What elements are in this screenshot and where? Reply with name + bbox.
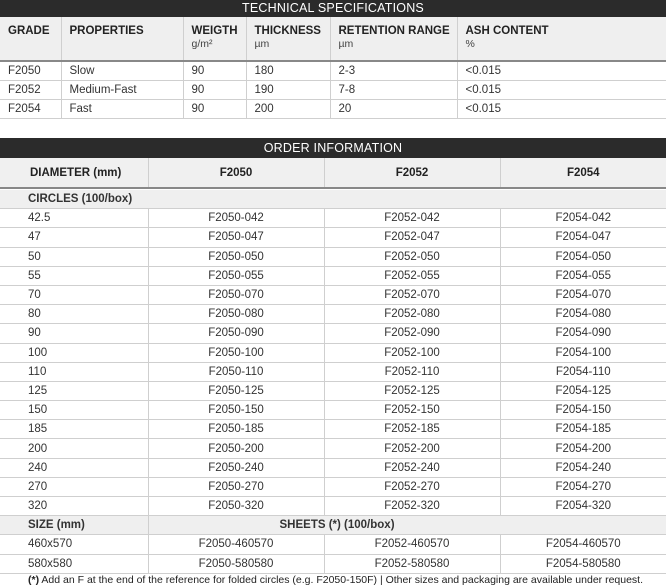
- order-size-cell: 185: [0, 420, 148, 439]
- spec-cell: <0.015: [457, 81, 666, 100]
- order-reference-cell: F2050-270: [148, 477, 324, 496]
- order-row: [0, 477, 666, 496]
- order-row: [0, 458, 666, 477]
- spec-header-ash: ASH CONTENT %: [457, 17, 666, 61]
- spec-cell: F2054: [0, 100, 61, 119]
- order-row: [0, 497, 666, 516]
- order-reference-cell: F2054-080: [500, 305, 666, 324]
- spec-cell: 90: [183, 61, 246, 81]
- tech-spec-title-bar: [0, 0, 666, 17]
- order-row: [0, 209, 666, 228]
- order-reference-cell: F2050-185: [148, 420, 324, 439]
- order-reference-cell: F2052-090: [324, 324, 500, 343]
- order-reference-cell: F2050-070: [148, 285, 324, 304]
- spec-header-grade: GRADE: [0, 17, 61, 61]
- order-reference-cell: F2052-110: [324, 362, 500, 381]
- spec-header-thickness: THICKNESS µm: [246, 17, 330, 61]
- order-reference-cell: F2054-050: [500, 247, 666, 266]
- order-size-cell: 110: [0, 362, 148, 381]
- order-reference-cell: F2054-055: [500, 266, 666, 285]
- spec-cell: 90: [183, 81, 246, 100]
- order-reference-cell: F2050-320: [148, 497, 324, 516]
- order-size-cell: 240: [0, 458, 148, 477]
- order-size-cell: 55: [0, 266, 148, 285]
- order-info-title-bar: [0, 138, 666, 158]
- order-header-row: [0, 158, 666, 188]
- order-row: [0, 362, 666, 381]
- order-row: [0, 305, 666, 324]
- order-header-table: [0, 158, 666, 189]
- order-table: [0, 190, 666, 574]
- order-reference-cell: F2052-125: [324, 381, 500, 400]
- order-header-f2054: F2054: [500, 158, 666, 188]
- order-reference-cell: F2052-185: [324, 420, 500, 439]
- footnote-marker: (*): [28, 574, 40, 586]
- order-size-cell: 50: [0, 247, 148, 266]
- order-size-cell: 70: [0, 285, 148, 304]
- spec-header-retention: RETENTION RANGE µm: [330, 17, 457, 61]
- order-reference-cell: F2052-460570: [324, 535, 500, 554]
- order-row: [0, 554, 666, 573]
- order-reference-cell: F2052-050: [324, 247, 500, 266]
- order-reference-cell: F2054-150: [500, 401, 666, 420]
- order-header-f2052: F2052: [324, 158, 500, 188]
- order-reference-cell: F2054-185: [500, 420, 666, 439]
- order-row: [0, 535, 666, 554]
- order-reference-cell: F2050-042: [148, 209, 324, 228]
- order-reference-cell: F2050-240: [148, 458, 324, 477]
- spec-cell: Slow: [61, 61, 183, 81]
- order-reference-cell: F2054-110: [500, 362, 666, 381]
- sheets-section-row: [0, 516, 666, 535]
- order-reference-cell: F2052-240: [324, 458, 500, 477]
- spec-cell: <0.015: [457, 61, 666, 81]
- order-row: [0, 343, 666, 362]
- order-size-cell: 150: [0, 401, 148, 420]
- tech-spec-title: TECHNICAL SPECIFICATIONS: [242, 1, 424, 15]
- order-row: [0, 381, 666, 400]
- order-size-cell: 200: [0, 439, 148, 458]
- order-reference-cell: F2054-047: [500, 228, 666, 247]
- order-info-title: ORDER INFORMATION: [263, 141, 403, 155]
- order-reference-cell: F2054-200: [500, 439, 666, 458]
- order-reference-cell: F2050-080: [148, 305, 324, 324]
- order-reference-cell: F2054-090: [500, 324, 666, 343]
- order-size-cell: 580x580: [0, 554, 148, 573]
- order-size-cell: 42.5: [0, 209, 148, 228]
- order-reference-cell: F2050-460570: [148, 535, 324, 554]
- spec-cell: 20: [330, 100, 457, 119]
- order-reference-cell: F2050-150: [148, 401, 324, 420]
- spec-cell: 190: [246, 81, 330, 100]
- order-reference-cell: F2054-042: [500, 209, 666, 228]
- order-size-cell: 47: [0, 228, 148, 247]
- tech-spec-table: [0, 17, 666, 119]
- order-reference-cell: F2052-100: [324, 343, 500, 362]
- order-reference-cell: F2054-240: [500, 458, 666, 477]
- spec-cell: 200: [246, 100, 330, 119]
- circles-section-row-label: CIRCLES (100/box): [0, 190, 666, 209]
- order-reference-cell: F2050-090: [148, 324, 324, 343]
- order-reference-cell: F2052-042: [324, 209, 500, 228]
- order-reference-cell: F2054-070: [500, 285, 666, 304]
- order-reference-cell: F2050-580580: [148, 554, 324, 573]
- spec-cell: Fast: [61, 100, 183, 119]
- order-reference-cell: F2052-150: [324, 401, 500, 420]
- order-row: [0, 266, 666, 285]
- spec-header-row: [0, 17, 666, 61]
- order-size-cell: 270: [0, 477, 148, 496]
- order-reference-cell: F2054-270: [500, 477, 666, 496]
- order-reference-cell: F2050-110: [148, 362, 324, 381]
- order-row: [0, 401, 666, 420]
- order-row: [0, 420, 666, 439]
- order-size-cell: 125: [0, 381, 148, 400]
- order-reference-cell: F2052-047: [324, 228, 500, 247]
- footnote-text: Add an F at the end of the reference for folded circles (e.g. F2050-150F) | Other sizes and packaging are available under request.: [39, 574, 644, 586]
- order-reference-cell: F2054-125: [500, 381, 666, 400]
- order-reference-cell: F2052-080: [324, 305, 500, 324]
- order-size-cell: 100: [0, 343, 148, 362]
- footnote: [28, 574, 643, 586]
- spec-row: [0, 61, 666, 81]
- order-size-cell: 80: [0, 305, 148, 324]
- spec-cell: 180: [246, 61, 330, 81]
- order-reference-cell: F2052-320: [324, 497, 500, 516]
- spec-cell: F2052: [0, 81, 61, 100]
- spec-row: [0, 81, 666, 100]
- spec-cell: 90: [183, 100, 246, 119]
- spec-cell: 2-3: [330, 61, 457, 81]
- spec-cell: F2050: [0, 61, 61, 81]
- order-reference-cell: F2052-070: [324, 285, 500, 304]
- order-reference-cell: F2054-320: [500, 497, 666, 516]
- order-reference-cell: F2054-460570: [500, 535, 666, 554]
- order-reference-cell: F2050-047: [148, 228, 324, 247]
- order-reference-cell: F2052-055: [324, 266, 500, 285]
- circles-section-row: [0, 190, 666, 209]
- order-reference-cell: F2052-200: [324, 439, 500, 458]
- order-reference-cell: F2050-050: [148, 247, 324, 266]
- spec-cell: <0.015: [457, 100, 666, 119]
- order-header-f2050: F2050: [148, 158, 324, 188]
- order-row: [0, 247, 666, 266]
- order-size-cell: 90: [0, 324, 148, 343]
- sheets-section-row-label: SHEETS (*) (100/box): [148, 516, 666, 535]
- order-reference-cell: F2054-580580: [500, 554, 666, 573]
- sheets-section-row-left-label: SIZE (mm): [0, 516, 148, 535]
- spec-row: [0, 100, 666, 119]
- order-header-diameter: DIAMETER (mm): [0, 158, 148, 188]
- spec-cell: Medium-Fast: [61, 81, 183, 100]
- spec-header-weight: WEIGTH g/m²: [183, 17, 246, 61]
- order-reference-cell: F2050-125: [148, 381, 324, 400]
- spec-cell: 7-8: [330, 81, 457, 100]
- order-reference-cell: F2050-100: [148, 343, 324, 362]
- order-reference-cell: F2050-200: [148, 439, 324, 458]
- order-row: [0, 439, 666, 458]
- order-size-cell: 320: [0, 497, 148, 516]
- order-reference-cell: F2054-100: [500, 343, 666, 362]
- spec-header-properties: PROPERTIES: [61, 17, 183, 61]
- order-size-cell: 460x570: [0, 535, 148, 554]
- order-row: [0, 285, 666, 304]
- order-row: [0, 228, 666, 247]
- order-reference-cell: F2052-270: [324, 477, 500, 496]
- order-row: [0, 324, 666, 343]
- order-reference-cell: F2050-055: [148, 266, 324, 285]
- order-reference-cell: F2052-580580: [324, 554, 500, 573]
